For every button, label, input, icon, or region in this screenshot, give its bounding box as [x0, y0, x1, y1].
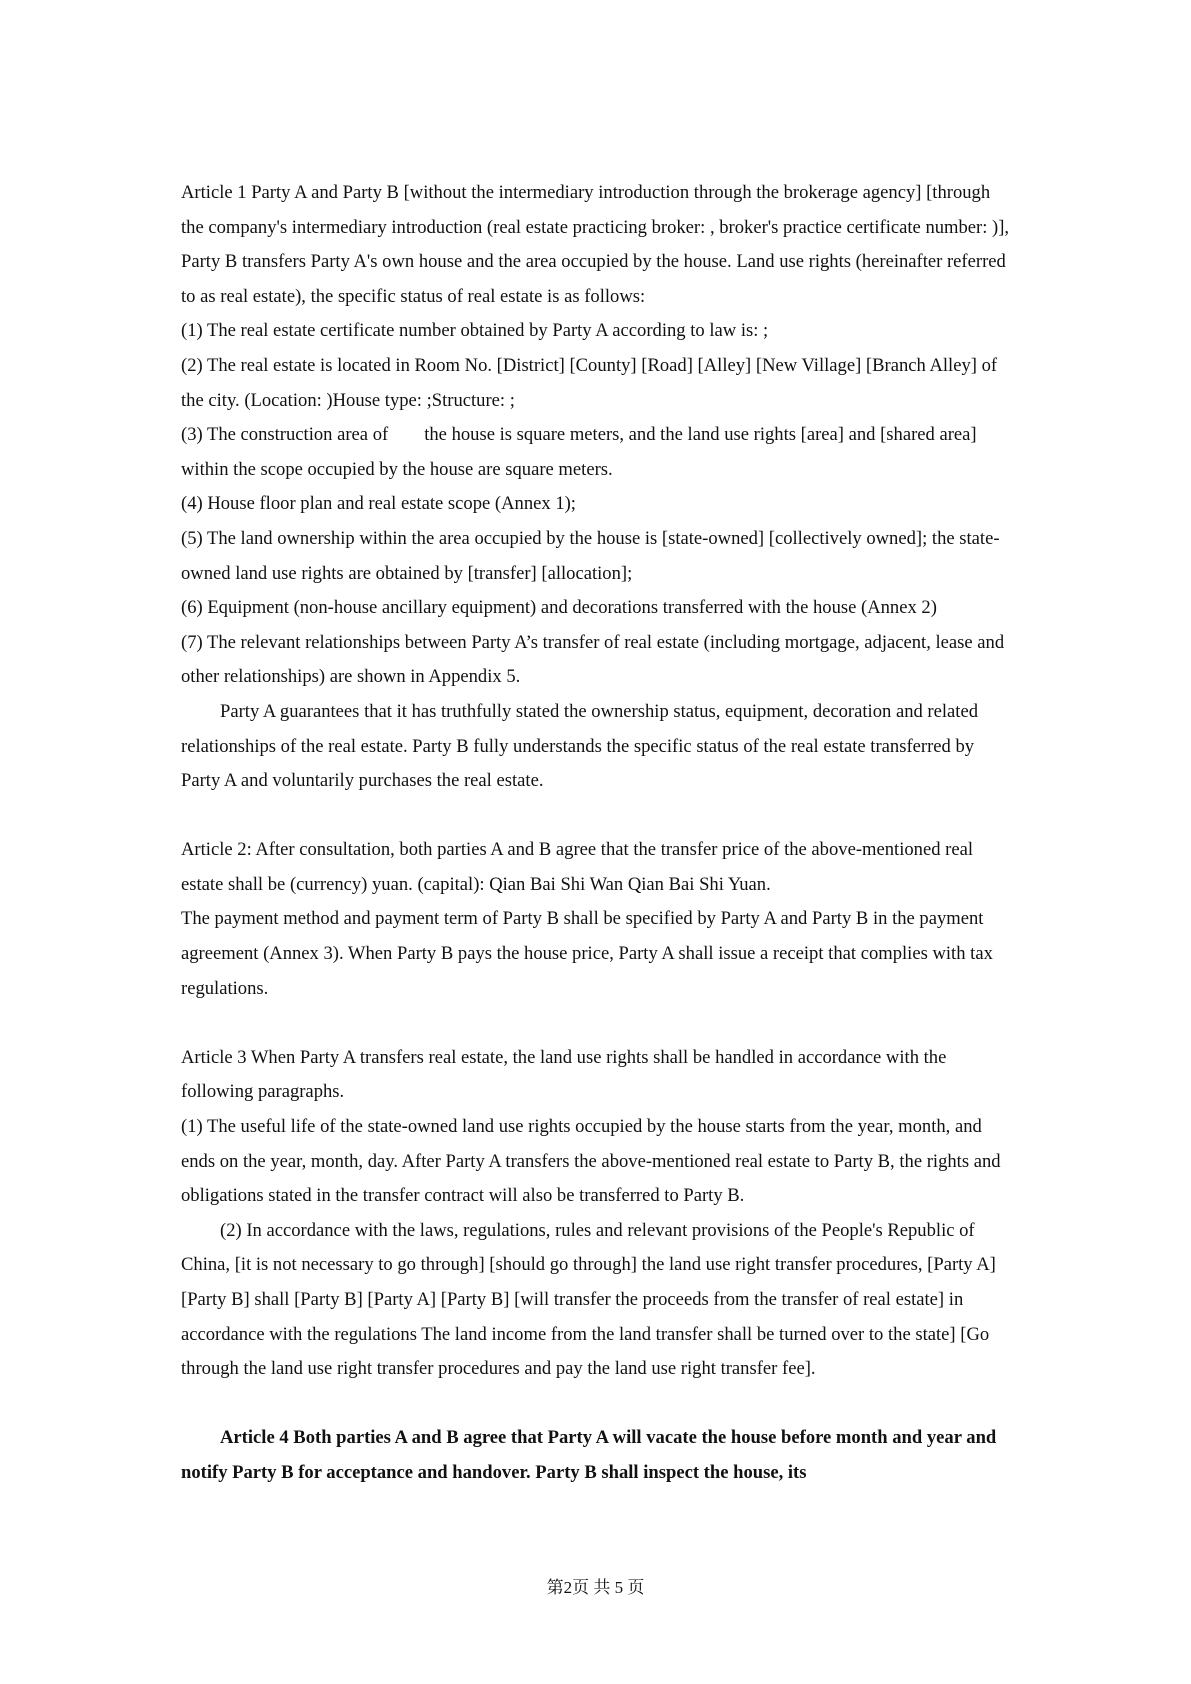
article-1-item-7: (7) The relevant relationships between Party A’s transfer of real estate (including mortgage, adjacent, lease and other relationships) are shown in Appendix 5.: [181, 631, 1005, 688]
article-1-item-3-part-a: (3) The construction area of: [181, 424, 389, 446]
page-footer: 第2页 共 5 页: [546, 1578, 645, 1597]
article-1-item-6: (6) Equipment (non-house ancillary equipment) and decorations transferred with the house (Annex 2): [181, 597, 937, 619]
article-1-item-3: [181, 418, 1016, 487]
article-2-payment: The payment method and payment term of Party B shall be specified by Party A and Party B in the payment agreement (Annex 3). When Party B pays the house price, Party A shall issue a receipt that complies with tax regulations.: [181, 908, 993, 999]
paragraph-gap: [181, 799, 1016, 834]
article-3-item-1: (1) The useful life of the state-owned land use rights occupied by the house starts from the year, month, and ends on the year, month, day. After Party A transfers the above-mentioned real estate to Party B, the rights and obligations stated in the transfer contract will also be transferred to Party B.: [181, 1116, 1001, 1207]
article-1-item-5: (5) The land ownership within the area occupied by the house is [state-owned] [collectively owned]; the state-owned land use rights are obtained by [transfer] [allocation];: [181, 527, 1000, 584]
article-1-guarantee: Party A guarantees that it has truthfully stated the ownership status, equipment, decoration and related relationships of the real estate. Party B fully understands the specific status of the real estate transferred by Party A and voluntarily purchases the real estate.: [181, 700, 979, 792]
article-3-item-2: (2) In accordance with the laws, regulations, rules and relevant provisions of the People's Republic of China, [it is not necessary to go through] [should go through] the land use right transfer procedures, [Party A] [Party B] shall [Party B] [Party A] [Party B] [will transfer the proceeds from the transfer of real estate] in accordance with the regulations The land income from the land transfer shall be turned over to the state] [Go through the land use right transfer procedures and pay the land use right transfer fee].: [181, 1219, 996, 1380]
article-1-intro: Article 1 Party A and Party B [without the intermediary introduction through the brokerage agency] [through the company's intermediary introduction (real estate practicing broker: , broker's practice certificate number: )], Party B transfers Party A's own house and the area occupied by the house. Land use rights (hereinafter referred to as real estate), the specific status of real estate is as follows:: [181, 182, 1010, 307]
article-2-price: Article 2: After consultation, both parties A and B agree that the transfer price of the above-mentioned real estate shall be (currency) yuan. (capital): Qian Bai Shi Wan Qian Bai Shi Yuan.: [181, 839, 974, 895]
article-1-item-3-part-b: the house is square meters, and the land use rights [area] and [shared area] within the scope occupied by the house are square meters.: [181, 424, 977, 480]
document-body: [181, 176, 1016, 1491]
article-1-item-4: (4) House floor plan and real estate scope (Annex 1);: [181, 493, 576, 515]
article-4-text: Article 4 Both parties A and B agree that Party A will vacate the house before month and year and notify Party B for acceptance and handover. Party B shall inspect the house, its: [181, 1427, 997, 1483]
article-1-item-1: (1) The real estate certificate number obtained by Party A according to law is: ;: [181, 320, 769, 342]
article-1-item-2: (2) The real estate is located in Room No. [District] [County] [Road] [Alley] [New Village] [Branch Alley] of the city. (Location: )House type: ;Structure: ;: [181, 354, 998, 411]
paragraph-gap: [181, 1006, 1016, 1041]
article-3-intro: Article 3 When Party A transfers real estate, the land use rights shall be handled in accordance with the following paragraphs.: [181, 1046, 947, 1103]
paragraph-gap: [181, 1387, 1016, 1422]
